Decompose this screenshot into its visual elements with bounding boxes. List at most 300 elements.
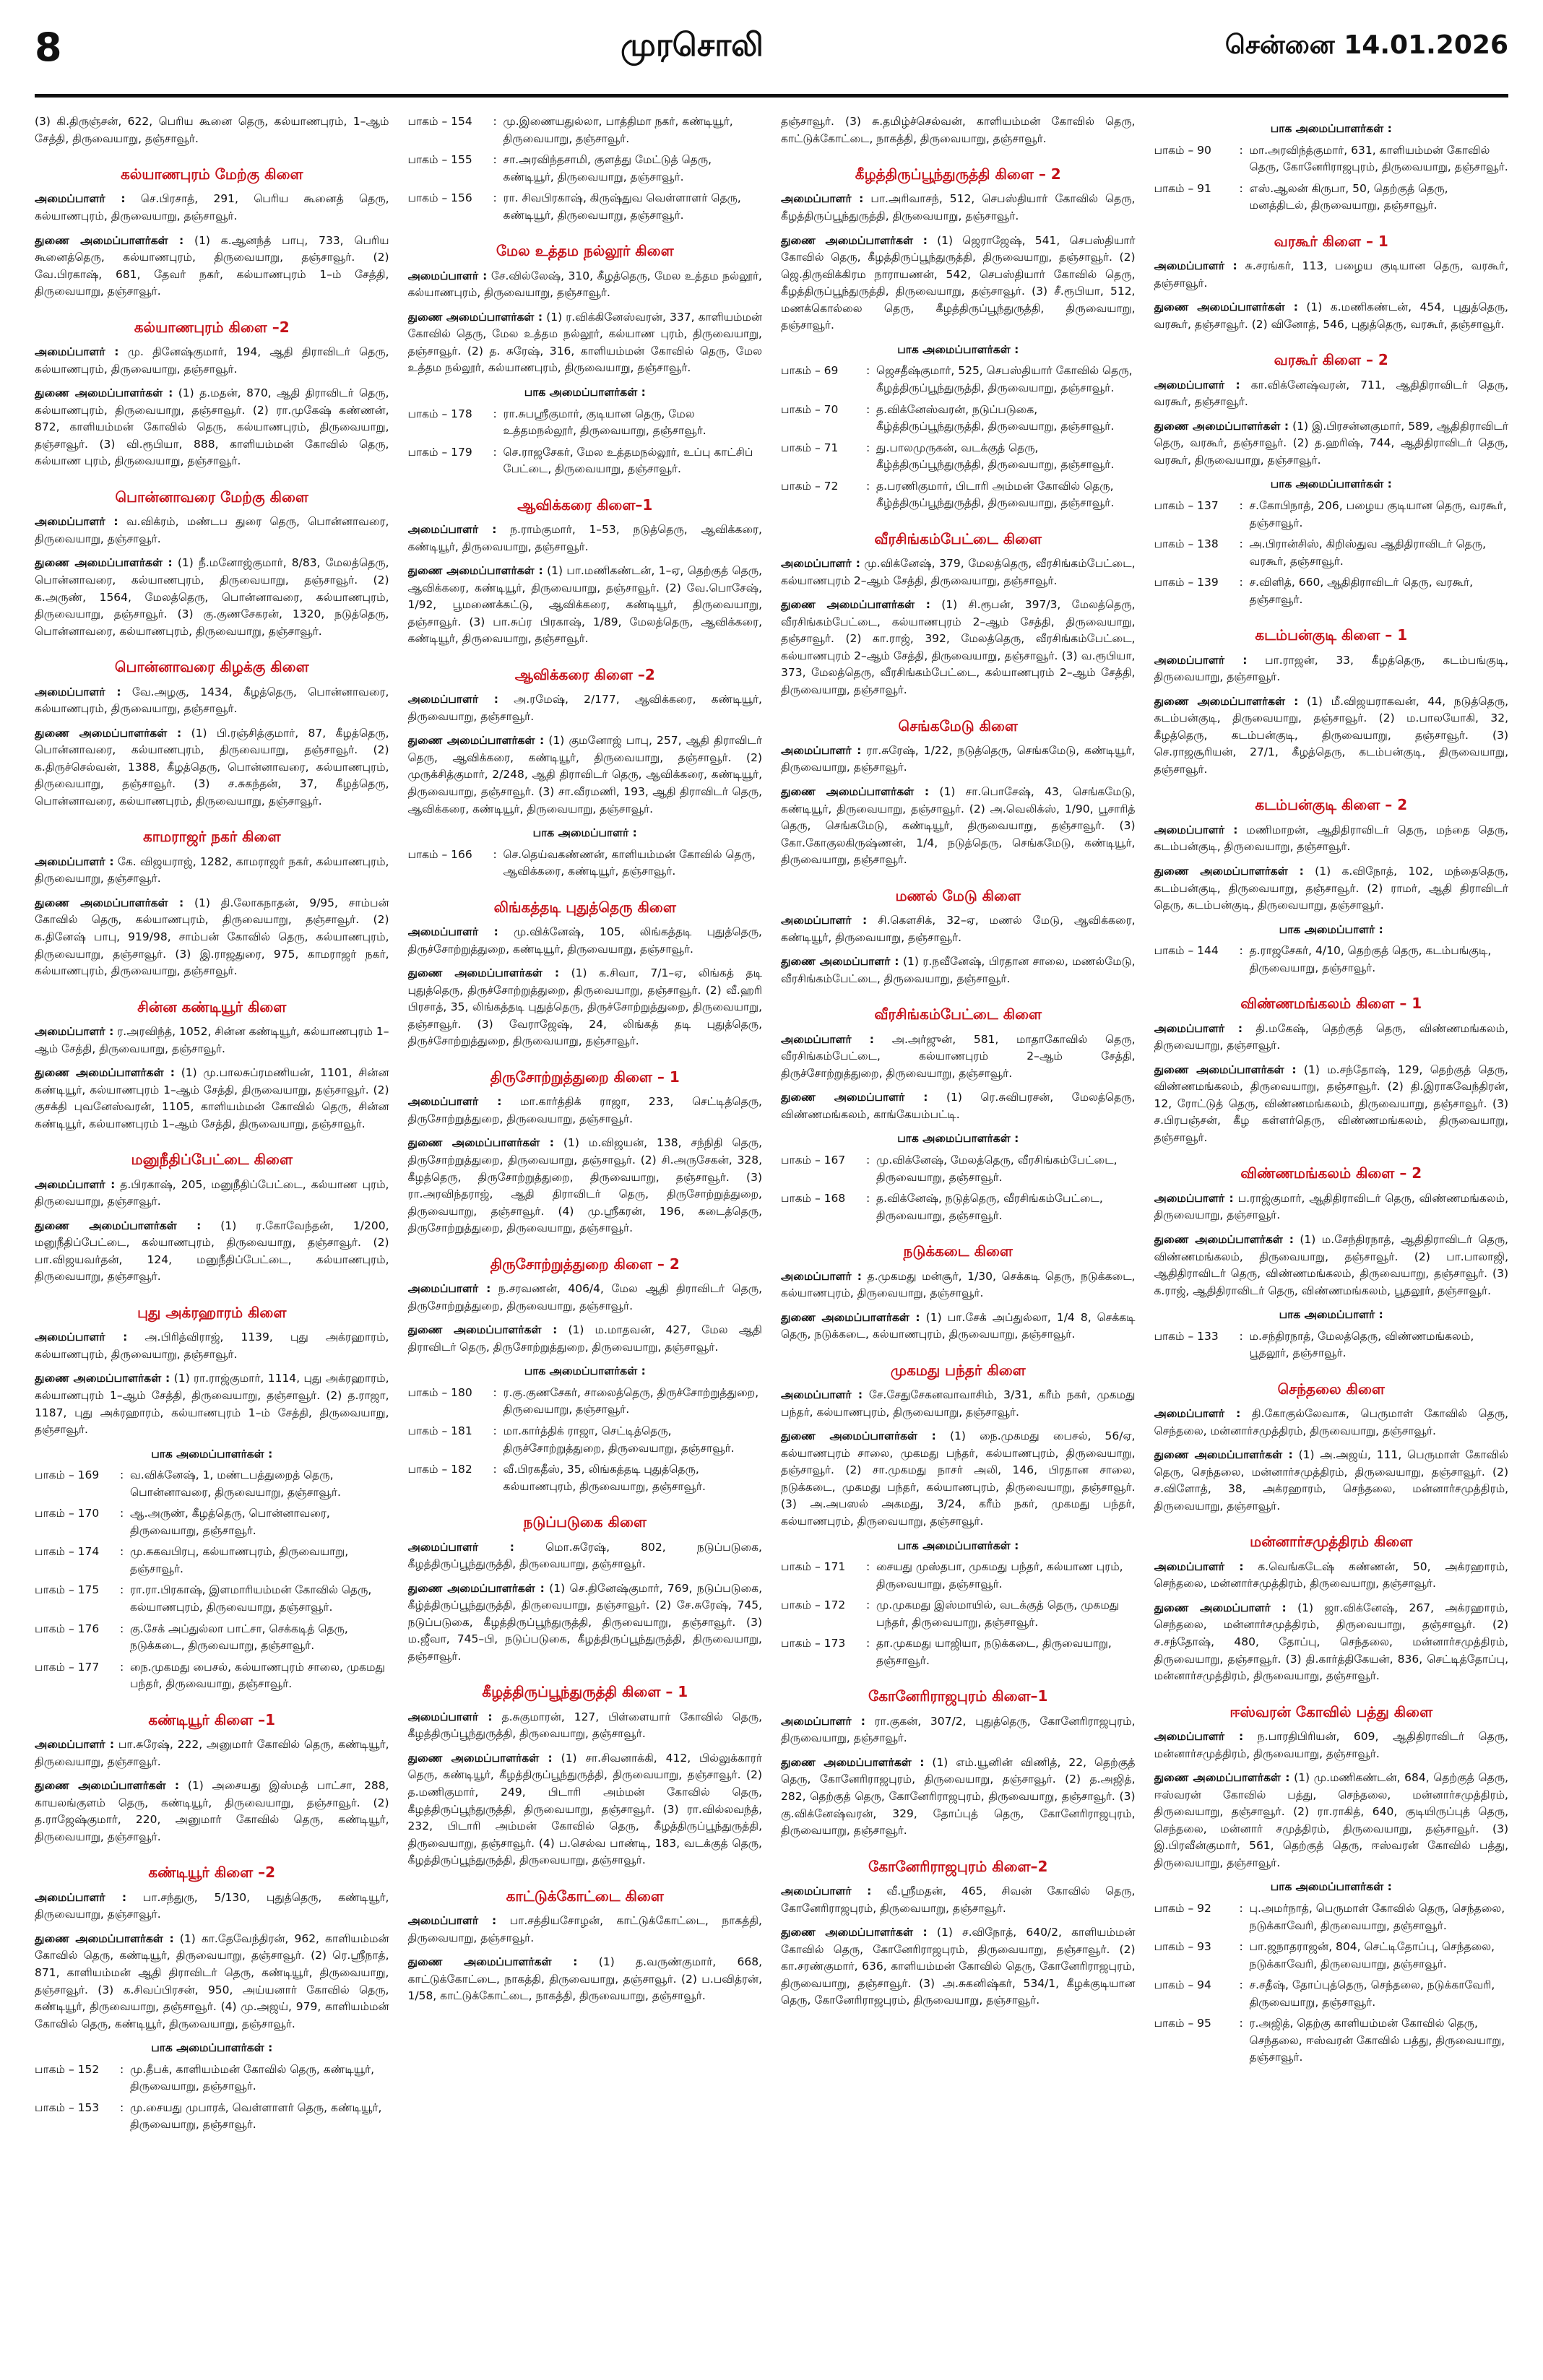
officer-details: தி.மகேஷ், தெற்குத் தெரு, விண்ணமங்கலம், திருவையாறு, தஞ்சாவூர். [1154, 1021, 1508, 1052]
officer-details: செ.பிரசாத், 291, பெரிய கூனைத் தெரு, கல்யாணபுரம், திருவையாறு, தஞ்சாவூர். [35, 192, 389, 223]
ward-separator: : [1239, 944, 1243, 958]
article-columns [35, 98, 1508, 2367]
ward-row [1154, 1900, 1509, 1934]
officer-entry [1154, 1021, 1509, 1055]
officer-role: அமைப்பாளர் : [407, 1914, 497, 1928]
officer-details: (1) ம.விஜயன், 138, சந்நிதி தெரு, திருசோற்றுத்துறை, திருவையாறு, தஞ்சாவூர். (2) சி.அருசேகன், 328, கீழத்தெரு, திருசோற்றுத்துறை, திருவையாறு, தஞ்சாவூர். (3) ரா.அரவிந்தராஜ், ஆதி திராவிடர் தெரு, திருசோற்றுத்துறை, திருவையாறு, தஞ்சாவூர். (4) மு.ஸ்ரீகரன், 196, கடைத்தெரு, திருசோற்றுத்துறை, திருவையாறு, தஞ்சாவூர். [407, 1136, 762, 1235]
ward-number: பாகம் – 139 [1154, 576, 1219, 589]
officer-role: அமைப்பாளர் : [35, 1025, 114, 1039]
officer-entry [35, 725, 389, 810]
ward-row [1154, 142, 1509, 176]
ward-officer: ச.கோபிநாத், 206, பழைய குடியான தெரு, வரகூர், தஞ்சாவூர். [1249, 498, 1507, 529]
branch-block [408, 1885, 763, 2005]
officer-details: ர.அரவிந்த், 1052, சின்ன கண்டியூர், கல்யாணபுரம் 1–ஆம் சேத்தி, திருவையாறு, தஞ்சாவூர். [35, 1025, 389, 1055]
ward-officer: மு.சையது முபாரக், வெள்ளாளர் தெரு, கண்டியூர், திருவையாறு, தஞ்சாவூர். [130, 2100, 382, 2132]
ward-officer: வ.விக்னேஷ், 1, மண்டபத்துறைத் தெரு, பொன்னாவரை, திருவையாறு, தஞ்சாவூர். [130, 1468, 341, 1499]
officer-role: துணை அமைப்பாளர்கள் : [1154, 1063, 1297, 1076]
officer-entry [35, 1065, 389, 1133]
officer-entry [1154, 377, 1509, 411]
ward-heading: பாக அமைப்பாளர்கள் : [897, 1539, 1019, 1552]
officer-role: அமைப்பாளர் : [35, 685, 121, 698]
branch-title: வரகூர் கிளை – 2 [1274, 351, 1388, 369]
officer-entry [1154, 1770, 1509, 1871]
branch-block [1154, 624, 1509, 778]
branch-block [1154, 1531, 1509, 1684]
ward-officer: த.ராஜசேகர், 4/10, தெற்குத் தெரு, கடம்பங்குடி, திருவையாறு, தஞ்சாவூர். [1249, 944, 1492, 974]
officer-details: ப.ராஜ்குமார், ஆதிதிராவிடர் தெரு, விண்ணமங்கலம், திருவையாறு, தஞ்சாவூர். [1154, 1191, 1508, 1222]
ward-row [1154, 574, 1509, 608]
officer-role: துணை அமைப்பாளர்கள் : [407, 1751, 553, 1765]
branch-block [1154, 794, 1509, 977]
branch-title: கீழத்திருப்பூந்துருத்தி கிளை – 2 [855, 165, 1061, 183]
officer-details: (1) குமனோஜ் பாபு, 257, ஆதி திராவிடர் தெரு, ஆவிக்கரை, கண்டியூர், திருவையாறு, தஞ்சாவூர். (2) முருக்சித்குமார், 2/248, ஆதி திராவிடர் தெரு, ஆவிக்கரை, கண்டியூர், திருவையாறு, தஞ்சாவூர். (3) சா.வீரமணி, 193, ஆதி திராவிடர் தெரு, ஆவிக்கரை, கண்டியூர், திருவையாறு, தஞ்சாவூர். [407, 734, 762, 815]
branch-block [408, 1253, 763, 1495]
ward-row [35, 1467, 389, 1501]
officer-entry [35, 191, 389, 225]
officer-role: துணை அமைப்பாளர்கள் : [35, 1066, 175, 1080]
officer-entry [408, 1580, 763, 1666]
officer-details: (1) க.சிவா, 7/1–ஏ, லிங்கத் தடி புதுத்தெரு, திருச்சோற்றுத்துறை, திருவையாறு, தஞ்சாவூர். (2) வீ.ஹரி பிரசாத், 35, லிங்கத்தடி புதுத்தெரு, திருச்சோற்றுத்துறை, திருவையாறு, தஞ்சாவூர். (3) வேராஜேஷ், 24, லிங்கத் தடி புதுத்தெரு, திருச்சோற்றுத்துறை, திருவையாறு, தஞ்சாவூர். [407, 966, 762, 1048]
officer-role: துணை அமைப்பாளர் : [781, 955, 899, 969]
officer-entry [35, 1177, 389, 1211]
officer-details: அ.பிரித்விராஜ், 1139, புது அக்ரஹாரம், கல்யாணபுரம், திருவையாறு, தஞ்சாவூர். [35, 1330, 389, 1361]
officer-entry [408, 268, 763, 302]
officer-entry [35, 1329, 389, 1363]
officer-role: துணை அமைப்பாளர்கள் : [781, 785, 930, 799]
officer-details: சி.கௌசிக், 32–ஏ, மணல் மேடு, ஆவிக்கரை, கண்டியூர், திருவையாறு, தஞ்சாவூர். [781, 914, 1136, 944]
ward-officer: சையது முஸ்தபா, முகமது பந்தர், கல்யாண புரம், திருவையாறு, தஞ்சாவூர். [876, 1560, 1123, 1591]
officer-role: துணை அமைப்பாளர்கள் : [35, 726, 182, 740]
ward-heading: பாக அமைப்பாளர்கள் : [897, 1132, 1019, 1146]
officer-role: துணை அமைப்பாளர்கள் : [407, 1323, 558, 1337]
branch-title: கல்யாணபுரம் கிளை –2 [134, 318, 290, 336]
branch-title: கோனேரிராஜபுரம் கிளை–1 [868, 1687, 1048, 1705]
officer-entry [781, 1310, 1136, 1343]
officer-entry [35, 555, 389, 640]
officer-entry [1154, 1190, 1509, 1224]
officer-entry [35, 385, 389, 470]
officer-entry [781, 1924, 1136, 2009]
ward-officer: மு.சுகவபிரபு, கல்யாணபுரம், திருவையாறு, தஞ்சாவூர். [130, 1545, 349, 1575]
ward-officer: மா.கார்த்திக் ராஜா, செட்டித்தெரு, திருச்சோற்றுத்துறை, திருவையாறு, தஞ்சாவூர். [503, 1424, 735, 1455]
branch-block [408, 1681, 763, 1869]
ward-officer: ரா.சுபஸ்ரீகுமார், குடியான தெரு, மேல உத்தமநல்லூர், திருவையாறு, தஞ்சாவூர். [503, 407, 706, 438]
branch-title: சின்ன கண்டியூர் கிளை [137, 998, 287, 1016]
ward-officer: மா.அரவிந்த்குமார், 631, காளியம்மன் கோவில் தெரு, கோனேரிராஜபுரம், திருவையாறு, தஞ்சாவூர். [1249, 143, 1508, 174]
officer-entry [781, 597, 1136, 698]
ward-separator: : [120, 1583, 124, 1597]
officer-details: (1) ம.மாதவன், 427, மேல ஆதி திராவிடர் தெரு, திருசோற்றுத்துறை, திருவையாறு, தஞ்சாவூர். [407, 1323, 762, 1354]
officer-role: அமைப்பாளர் : [35, 1330, 128, 1344]
ward-number: பாகம் – 137 [1154, 498, 1219, 512]
branch-block [781, 113, 1136, 147]
officer-details: (1) க.மணிகண்டன், 454, புதுத்தெரு, வரகூர், தஞ்சாவூர். (2) வினோத், 546, புதுத்தெரு, வரகூர், தஞ்சாவூர். [1154, 300, 1508, 331]
ward-officer: பு.அமர்நாத், பெருமாள் கோவில் தெரு, செந்தலை, நடுக்காவேரி, திருவையாறு, தஞ்சாவூர். [1249, 1901, 1505, 1932]
officer-details: அ.ரமேஷ், 2/177, ஆவிக்கரை, கண்டியூர், திருவையாறு, தஞ்சாவூர். [407, 693, 762, 723]
officer-details: த.சுகுமாரன், 127, பிள்ளையார் கோவில் தெரு, கீழத்திருப்பூந்துருத்தி, திருவையாறு, தஞ்சாவூர். [407, 1710, 762, 1741]
ward-number: பாகம் – 180 [407, 1385, 472, 1399]
officer-details: அ.அர்ஜுன், 581, மாதாகோவில் தெரு, வீரசிங்கம்பேட்டை, கல்யாணபுரம் 2–ஆம் சேத்தி, திருச்சோற்றுத்துறை, திருவையாறு, தஞ்சாவூர். [781, 1032, 1136, 1080]
branch-title: கண்டியூர் கிளை –1 [148, 1710, 276, 1728]
officer-details: சே.சேதுசேகனவாவாசிம், 3/31, கரீம் நகர், முகமது பந்தர், கல்யாணபுரம், திருவையாறு, தஞ்சாவூர். [781, 1388, 1136, 1419]
officer-details: கா.விக்னேஷ்வரன், 711, ஆதிதிராவிடர் தெரு, வரகூர், தஞ்சாவூர். [1154, 378, 1508, 409]
branch-title: திருசோற்றுத்துறை கிளை – 1 [490, 1068, 680, 1086]
officer-entry [35, 1370, 389, 1438]
officer-role: அமைப்பாளர் : [35, 1738, 115, 1752]
officer-entry [35, 854, 389, 888]
ward-row [781, 440, 1136, 474]
officer-entry [1154, 863, 1509, 914]
officer-entry [1154, 1559, 1509, 1593]
branch-block [35, 826, 389, 979]
officer-role: துணை அமைப்பாளர்கள் : [781, 1926, 928, 1939]
ward-separator: : [493, 115, 497, 128]
column-1 [35, 113, 389, 2367]
officer-role: அமைப்பாளர் : [407, 1710, 493, 1723]
officer-entry [408, 965, 763, 1050]
officer-details: (1) ஜா.விக்னேஷ், 267, அக்ரஹாரம், செந்தலை, மன்னார்சமுத்திரம், திருவையாறு, தஞ்சாவூர். (2) ச.சந்தோஷ், 480, தோப்பு, செந்தலை, மன்னார்சமுத்திரம், திருவையாறு, தஞ்சாவூர். (3) தி.கார்த்திகேயன், 836, செட்டித்தோப்பு, மன்னார்சமுத்திரம், திருவையாறு, தஞ்சாவூர். [1154, 1601, 1508, 1683]
officer-details: (1) சா.பொசேஷ், 43, செங்கமேடு, கண்டியூர், திருவையாறு, தஞ்சாவூர். (2) அ.வெலிக்ஸ், 1/90, பூசாரித் தெரு, செங்கமேடு, கண்டியூர், திருவையாறு, தஞ்சாவூர். (3) கோ.கோகுலகிருஷ்ணன், 1/4, நடுத்தெரு, செங்கமேடு, கண்டியூர், திருவையாறு, தஞ்சாவூர். [781, 785, 1136, 867]
ward-separator: : [120, 1622, 124, 1635]
ward-number: பாகம் – 173 [781, 1637, 846, 1650]
masthead [35, 0, 1508, 98]
officer-role: துணை அமைப்பாளர்கள் : [1154, 864, 1304, 878]
ward-officer: த.பரணிகுமார், பிடாரி அம்மன் கோவில் தெரு, கீழ்த்திருப்பூந்துருத்தி, திருவையாறு, தஞ்சாவூர். [876, 479, 1115, 510]
ward-separator: : [493, 407, 497, 420]
officer-role: துணை அமைப்பாளர்கள் : [35, 1931, 174, 1945]
branch-block [408, 494, 763, 648]
ward-row [1154, 943, 1509, 977]
officer-details: (1) ர.கோவேந்தன், 1/200, மனுநீதிப்பேட்டை, கல்யாணபுரம், திருவையாறு, தஞ்சாவூர். (2) பா.விஜயவர்தன், 124, மனுநீதிப்பேட்டை, கல்யாணபுரம், திருவையாறு, தஞ்சாவூர். [35, 1219, 389, 1284]
officer-role: அமைப்பாளர் : [35, 345, 119, 359]
ward-separator: : [866, 441, 870, 454]
officer-entry [1154, 299, 1509, 333]
ward-officer: த.விக்னேஷ், நடுத்தெரு, வீரசிங்கம்பேட்டை, திருவையாறு, தஞ்சாவூர். [876, 1192, 1103, 1222]
officer-details: (1) த.வருண்குமார், 668, காட்டுக்கோட்டை, நாகத்தி, திருவையாறு, தஞ்சாவூர். (2) ப.பவித்ரன், 1/58, காட்டுக்கோட்டை, நாகத்தி, திருவையாறு, தஞ்சாவூர். [407, 1955, 762, 2003]
officer-role: துணை அமைப்பாளர் : [781, 1091, 928, 1104]
ward-separator: : [1239, 1329, 1243, 1343]
branch-title: நடுப்படுகை கிளை [523, 1513, 647, 1531]
ward-separator: : [866, 479, 870, 493]
ward-number: பாகம் – 152 [35, 2062, 100, 2076]
officer-role: அமைப்பாளர் : [407, 925, 498, 939]
continued-text: (3) கி.திருஞ்சன், 622, பெரிய கூனை தெரு, கல்யாணபுரம், 1–ஆம் சேத்தி, திருவையாறு, தஞ்சாவூர். [35, 115, 389, 145]
officer-role: துணை அமைப்பாளர்கள் : [407, 1955, 578, 1969]
officer-entry [781, 1754, 1136, 1840]
branch-title: கல்யாணபுரம் மேற்கு கிளை [120, 165, 303, 183]
officer-entry [408, 1094, 763, 1128]
ward-row [35, 1544, 389, 1578]
officer-role: அமைப்பாளர் : [781, 1388, 863, 1402]
officer-details: மு. தினேஷ்குமார், 194, ஆதி திராவிடர் தெரு, கல்யாணபுரம், திருவையாறு, தஞ்சாவூர். [35, 345, 389, 376]
officer-role: துணை அமைப்பாளர்கள் : [1154, 300, 1298, 314]
officer-entry [408, 924, 763, 958]
ward-row [781, 1635, 1136, 1669]
ward-officer: ஜெசதீஷ்குமார், 525, செபஸ்தியார் கோவில் தெரு, கீழத்திருப்பூந்துருத்தி, திருவையாறு, தஞ்சாவூர். [876, 364, 1133, 394]
officer-entry [1154, 652, 1509, 686]
page-number: 8 [35, 24, 62, 70]
ward-row [408, 847, 763, 880]
ward-number: பாகம் – 95 [1154, 2017, 1211, 2030]
branch-block [781, 1685, 1136, 1839]
officer-details: (1) ரெ.சுவிபரசன், மேலத்தெரு, விண்ணமங்கலம், காங்கேயம்பட்டி. [781, 1091, 1136, 1121]
officer-role: துணை அமைப்பாளர்கள் : [35, 896, 184, 909]
branch-block [35, 1709, 389, 1846]
branch-title: வீரசிங்கம்பேட்டை கிளை [874, 529, 1042, 548]
ward-row [408, 444, 763, 478]
ward-separator: : [493, 191, 497, 205]
officer-role: துணை அமைப்பாளர்கள் : [1154, 1771, 1290, 1785]
ward-heading: பாக அமைப்பாளர்கள் : [524, 385, 646, 399]
ward-number: பாகம் – 167 [781, 1154, 846, 1167]
officer-entry [408, 1322, 763, 1356]
branch-block [1154, 349, 1509, 608]
ward-separator: : [1239, 1940, 1243, 1954]
officer-details: (1) மு.பாலசுப்ரமணியன், 1101, சின்ன கண்டியூர், கல்யாணபுரம் 1–ஆம் சேத்தி, திருவையாறு, தஞ்சாவூர். (2) குசக்தி புவனேஸ்வரன், 1105, காளியம்மன் கோவில் தெரு, சின்ன கண்டியூர், கல்யாணபுரம் 1–ஆம் சேத்தி, திருவையாறு, தஞ்சாவூர். [35, 1066, 389, 1130]
officer-role: அமைப்பாளர் : [35, 1177, 116, 1191]
officer-details: க.வெங்கடேஷ் கண்ணன், 50, அக்ரஹாரம், செந்தலை, மன்னார்சமுத்திரம், திருவையாறு, தஞ்சாவூர். [1154, 1559, 1508, 1591]
branch-title: முகமது பந்தர் கிளை [890, 1361, 1026, 1379]
officer-entry [408, 1281, 763, 1315]
officer-role: அமைப்பாளர் : [1154, 1191, 1234, 1205]
officer-role: அமைப்பாளர் : [781, 914, 868, 927]
officer-entry [35, 344, 389, 378]
officer-details: (1) பி.ரஞ்சித்குமார், 87, கீழத்தெரு, பொன்னாவரை, கல்யாணபுரம், திருவையாறு, தஞ்சாவூர். (2) க.திருச்செல்வன், 1388, கீழத்தெரு, பொன்னாவரை, கல்யாணபுரம், திருவையாறு, தஞ்சாவூர். (3) ச.சுகந்தன், 37, கீழத்தெரு, பொன்னாவரை, கல்யாணபுரம், திருவையாறு, தஞ்சாவூர். [35, 726, 389, 808]
ward-row [781, 478, 1136, 512]
ward-officer: பா.ஜநாதராஜன், 804, செட்டிதோப்பு, செந்தலை, நடுக்காவேரி, திருவையாறு, தஞ்சாவூர். [1249, 1940, 1495, 1970]
ward-row [35, 1582, 389, 1616]
officer-role: துணை அமைப்பாளர்கள் : [35, 556, 173, 570]
ward-separator: : [120, 1507, 124, 1520]
officer-entry [1154, 822, 1509, 856]
branch-title: ஈஸ்வரன் கோவில் பத்து கிளை [1229, 1702, 1433, 1721]
ward-row [781, 402, 1136, 436]
officer-entry [781, 1268, 1136, 1302]
branch-block [781, 1359, 1136, 1670]
officer-entry [1154, 1728, 1509, 1762]
officer-details: (1) நீ.மனோஜ்குமார், 8/83, மேலத்தெரு, பொன்னாவரை, கல்யாணபுரம், திருவையாறு, தஞ்சாவூர். (2) க.அருண், 1564, மேலத்தெரு, பொன்னாவரை, கல்யாணபுரம், திருவையாறு, தஞ்சாவூர். (3) கு.குணசேகரன், 1320, நடுத்தெரு, பொன்னாவரை, கல்யாணபுரம், திருவையாறு, தஞ்சாவூர். [35, 556, 389, 638]
branch-title: விண்ணமங்கலம் கிளை – 2 [1240, 1164, 1422, 1182]
officer-entry [781, 912, 1136, 946]
ward-separator: : [493, 153, 497, 167]
officer-role: அமைப்பாளர் : [781, 1714, 865, 1728]
branch-block [1154, 121, 1509, 215]
ward-number: பாகம் – 94 [1154, 1978, 1211, 1992]
ward-number: பாகம் – 153 [35, 2100, 100, 2114]
ward-number: பாகம் – 155 [407, 153, 472, 167]
officer-details: தி.கோகுல்லேவாசு, பெருமாள் கோவில் தெரு, செந்தலை, மன்னார்சமுத்திரம், திருவையாறு, தஞ்சாவூர். [1154, 1407, 1508, 1437]
officer-entry [35, 1931, 389, 2033]
ward-row [408, 1385, 763, 1419]
officer-entry [35, 895, 389, 980]
branch-block [408, 240, 763, 477]
officer-entry [1154, 1062, 1509, 1147]
ward-separator: : [866, 1598, 870, 1612]
ward-officer: சா.அரவிந்தசாமி, குளத்து மேட்டுத் தெரு, கண்டியூர், திருவையாறு, தஞ்சாவூர். [503, 153, 712, 183]
officer-role: அமைப்பாளர் : [1154, 1407, 1241, 1421]
branch-title: வீரசிங்கம்பேட்டை கிளை [874, 1005, 1042, 1024]
ward-number: பாகம் – 92 [1154, 1901, 1211, 1915]
officer-details: மொ.சுரேஷ், 802, நடுப்படுகை, கீழத்திருப்பூந்துருத்தி, திருவையாறு, தஞ்சாவூர். [407, 1540, 762, 1571]
officer-role: அமைப்பாளர் : [407, 523, 497, 537]
ward-row [35, 2061, 389, 2095]
ward-heading: பாக அமைப்பாளர்கள் : [1270, 477, 1392, 491]
officer-role: அமைப்பாளர் : [407, 1540, 514, 1554]
officer-entry [408, 1709, 763, 1743]
officer-details: ரா.குகன், 307/2, புதுத்தெரு, கோனேரிராஜபுரம், திருவையாறு, தஞ்சாவூர். [781, 1714, 1136, 1745]
branch-title: கண்டியூர் கிளை –2 [148, 1864, 276, 1882]
officer-details: மு.விக்னேஷ், 105, லிங்கத்தடி புதுத்தெரு, திருச்சோற்றுத்துறை, கண்டியூர், திருவையாறு, தஞ்சாவூர். [407, 925, 762, 956]
ward-number: பாகம் – 169 [35, 1468, 100, 1482]
officer-entry [408, 522, 763, 555]
officer-entry [781, 191, 1136, 225]
officer-entry [1154, 1406, 1509, 1440]
ward-number: பாகம் – 69 [781, 364, 839, 378]
branch-block [35, 1148, 389, 1286]
branch-block [781, 885, 1136, 988]
branch-block [781, 528, 1136, 699]
officer-entry [1154, 418, 1509, 469]
branch-block [408, 664, 763, 880]
officer-role: துணை அமைப்பாளர்கள் : [1154, 1448, 1293, 1462]
ward-row [408, 1461, 763, 1495]
officer-entry [781, 784, 1136, 869]
officer-details: பா.அரிவாசந், 512, செபஸ்தியார் கோவில் தெரு, கீழத்திருப்பூந்துருத்தி, திருவையாறு, தஞ்சாவூர். [781, 192, 1136, 223]
officer-details: வே.அழகு, 1434, கீழத்தெரு, பொன்னாவரை, கல்யாணபுரம், திருவையாறு, தஞ்சாவூர். [35, 685, 389, 716]
branch-title: விண்ணமங்கலம் கிளை – 1 [1240, 995, 1422, 1013]
ward-number: பாகம் – 177 [35, 1660, 100, 1674]
officer-entry [35, 1218, 389, 1286]
officer-entry [408, 1750, 763, 1869]
officer-details: (1) சி.ரூபன், 397/3, மேலத்தெரு, வீரசிங்கம்பேட்டை, கல்யாணபுரம் 2–ஆம் சேத்தி, திருவையாறு, தஞ்சாவூர். (2) கா.ராஜ், 392, மேலத்தெரு, வீரசிங்கம்பேட்டை, கல்யாணபுரம் 2–ஆம் சேத்தி, திருவையாறு, தஞ்சாவூர். (3) வ.ரூபியா, 373, மேலத்தெரு, வீரசிங்கம்பேட்டை, கல்யாணபுரம் 2–ஆம் சேத்தி, திருவையாறு, தஞ்சாவூர். [781, 598, 1136, 696]
officer-entry [781, 1089, 1136, 1123]
officer-details: மு.விக்னேஷ், 379, மேலத்தெரு, வீரசிங்கம்பேட்டை, கல்யாணபுரம் 2–ஆம் சேத்தி, திருவையாறு, தஞ்சாவூர். [781, 557, 1136, 587]
ward-officer: த.விக்னேஸ்வரன், நடுப்படுகை, கீழ்த்திருப்பூந்துருத்தி, திருவையாறு, தஞ்சாவூர். [876, 402, 1115, 433]
ward-officer: மு.இணையதுல்லா, பாத்திமா நகர், கண்டியூர், திருவையாறு, தஞ்சாவூர். [503, 115, 733, 145]
officer-role: அமைப்பாளர் : [1154, 1730, 1244, 1744]
ward-number: பாகம் – 172 [781, 1598, 846, 1612]
column-2 [408, 113, 763, 2367]
ward-row [408, 1423, 763, 1457]
officer-details: ந.பாரதிபிரியன், 609, ஆதிதிராவிடர் தெரு, மன்னார்சமுத்திரம், திருவையாறு, தஞ்சாவூர். [1154, 1730, 1508, 1760]
continued-text: தஞ்சாவூர். (3) சு.தமிழ்ச்செல்வன், காளியம்மன் கோவில் தெரு, காட்டுக்கோட்டை, நாகத்தி, திருவையாறு, தஞ்சாவூர். [781, 115, 1136, 145]
officer-role: அமைப்பாளர் : [781, 557, 860, 571]
officer-details: மணிமாறன், ஆதிதிராவிடர் தெரு, மந்தை தெரு, கடம்பன்குடி, திருவையாறு, தஞ்சாவூர். [1154, 823, 1508, 854]
branch-block [35, 486, 389, 640]
officer-entry [35, 684, 389, 718]
ward-officer: ம.சந்திரநாத், மேலத்தெரு, விண்ணமங்கலம், பூதலூர், தஞ்சாவூர். [1249, 1329, 1474, 1360]
ward-officer: கு.சேக் அப்துல்லா பாட்சா, செக்கடித் தெரு, நடுக்கடை, திருவையாறு, தஞ்சாவூர். [130, 1622, 348, 1653]
officer-entry [1154, 1232, 1509, 1299]
ward-officer: நை.முகமது பைசல், கல்யாணபுரம் சாலை, முகமது பந்தர், திருவையாறு, தஞ்சாவூர். [130, 1660, 385, 1691]
ward-separator: : [1239, 143, 1243, 157]
ward-separator: : [866, 364, 870, 378]
ward-officer: செ.ராஜசேகர், மேல உத்தமநல்லூர், உப்பு காட்சிப் பேட்டை, திருவையாறு, தஞ்சாவூர். [503, 445, 753, 476]
officer-entry [781, 1387, 1136, 1421]
ward-heading: பாக அமைப்பாளர்கள் : [1270, 1880, 1392, 1894]
ward-number: பாகம் – 181 [407, 1424, 472, 1437]
ward-row [408, 113, 763, 147]
ward-officer: ச.விளித், 660, ஆதிதிராவிடர் தெரு, வரகூர், தஞ்சாவூர். [1249, 576, 1474, 606]
ward-number: பாகம் – 174 [35, 1545, 100, 1559]
officer-role: துணை அமைப்பாளர்கள் : [407, 734, 545, 748]
ward-heading: பாக அமைப்பாளர்கள் : [524, 1364, 646, 1378]
officer-entry [781, 743, 1136, 776]
branch-block [781, 1003, 1136, 1224]
ward-row [781, 1559, 1136, 1593]
officer-role: துணை அமைப்பாளர்கள் : [1154, 419, 1289, 433]
branch-title: திருசோற்றுத்துறை கிளை – 2 [490, 1255, 680, 1273]
officer-role: துணை அமைப்பாளர்கள் : [407, 310, 543, 324]
officer-details: (1) மீ.விஜயராகவன், 44, நடுத்தெரு, கடம்பன்குடி, திருவையாறு, தஞ்சாவூர். (2) ம.பாலயோகி, 32, கீழத்தெரு, கடம்பன்குடி, திருவையாறு, தஞ்சாவூர். (3) செ.ராஜசூரியன், 27/1, கீழத்தெரு, கடம்பன்குடி, திருவையாறு, தஞ்சாவூர். [1154, 694, 1508, 776]
column-4 [1154, 113, 1509, 2367]
ward-heading: பாக அமைப்பாளர் : [1279, 1308, 1383, 1322]
branch-block [1154, 1701, 1509, 2067]
branch-title: ஆவிக்கரை கிளை–1 [517, 496, 653, 514]
ward-row [1154, 498, 1509, 532]
officer-details: (1) ர.நவீனேஷ், பிரதான சாலை, மணல்மேடு, வீரசிங்கம்பேட்டை, திருவையாறு, தஞ்சாவூர். [781, 955, 1136, 985]
officer-role: துணை அமைப்பாளர்கள் : [407, 564, 543, 578]
ward-separator: : [866, 1192, 870, 1206]
ward-separator: : [866, 1637, 870, 1650]
officer-entry [35, 1778, 389, 1845]
ward-separator: : [493, 1385, 497, 1399]
ward-row [781, 1190, 1136, 1224]
ward-row [1154, 181, 1509, 215]
branch-title: நடுக்கடை கிளை [903, 1242, 1013, 1260]
ward-number: பாகம் – 90 [1154, 143, 1211, 157]
ward-separator: : [120, 1468, 124, 1482]
branch-title: காமராஜர் நகர் கிளை [142, 828, 281, 846]
ward-heading: பாக அமைப்பாளர் : [532, 826, 637, 840]
ward-number: பாகம் – 144 [1154, 944, 1219, 958]
officer-entry [408, 1913, 763, 1947]
officer-role: துணை அமைப்பாளர்கள் : [407, 1581, 545, 1595]
officer-role: துணை அமைப்பாளர்கள் : [1154, 1232, 1294, 1246]
ward-number: பாகம் – 156 [407, 191, 472, 205]
newspaper-title: முரசொலி [621, 26, 764, 64]
officer-role: அமைப்பாளர் : [35, 192, 126, 206]
ward-separator: : [866, 402, 870, 416]
officer-details: (1) அ.அஜய், 111, பெருமாள் கோவில் தெரு, செந்தலை, மன்னார்சமுத்திரம், திருவையாறு, தஞ்சாவூர். (2) ச.விளோத், 38, அக்ரஹாரம், செந்தலை, மன்னார்சமுத்திரம், திருவையாறு, தஞ்சாவூர். [1154, 1448, 1508, 1513]
branch-block [408, 1511, 763, 1665]
ward-separator: : [1239, 1978, 1243, 1992]
ward-separator: : [1239, 1901, 1243, 1915]
officer-entry [35, 233, 389, 300]
ward-number: பாகம் – 133 [1154, 1329, 1219, 1343]
ward-row [1154, 1328, 1509, 1362]
ward-heading: பாக அமைப்பாளர்கள் : [151, 1447, 273, 1461]
ward-officer: தா.முகமது யாஜியா, நடுக்கடை, திருவையாறு, தஞ்சாவூர். [876, 1637, 1112, 1667]
branch-block [35, 1302, 389, 1693]
officer-role: அமைப்பாளர் : [781, 1269, 862, 1283]
officer-details: (1) கா.தேவேந்திரன், 962, காளியம்மன் கோவில் தெரு, கண்டியூர், திருவையாறு, தஞ்சாவூர். (2) ரெ.ஸ்ரீநாத், 871, காளியம்மன் ஆதி திராவிடர் தெரு, கண்டியூர், திருவையாறு, தஞ்சாவூர். (3) க.சிவப்பிரசன், 950, அய்யனார் கோவில் தெரு, கண்டியூர், திருவையாறு, தஞ்சாவூர். (4) மு.அஜய், 979, காளியம்மன் கோவில் தெரு, கண்டியூர், திருவையாறு, தஞ்சாவூர். [35, 1931, 389, 2030]
branch-title: மனுநீதிப்பேட்டை கிளை [131, 1151, 293, 1169]
officer-role: அமைப்பாளர் : [407, 693, 498, 706]
ward-number: பாகம் – 179 [407, 445, 472, 459]
officer-details: (1) இ.பிரசன்னகுமார், 589, ஆதிதிராவிடர் தெரு, வரகூர், தஞ்சாவூர். (2) த.ஹரிஷ், 744, ஆதிதிராவிடர் தெரு, வரகூர், திருவையாறு, தஞ்சாவூர். [1154, 419, 1508, 467]
branch-title: கீழத்திருப்பூந்துருத்தி கிளை – 1 [482, 1683, 688, 1701]
officer-details: சு.சரங்கர், 113, பழைய குடியான தெரு, வரகூர், தஞ்சாவூர். [1154, 259, 1508, 290]
officer-details: மா.கார்த்திக் ராஜா, 233, செட்டித்தெரு, திருசோற்றுத்துறை, திருவையாறு, தஞ்சாவூர். [407, 1095, 762, 1125]
branch-title: செந்தலை கிளை [1277, 1380, 1385, 1398]
ward-separator: : [866, 1560, 870, 1574]
branch-title: கடம்பன்குடி கிளை – 2 [1255, 796, 1408, 814]
officer-entry [781, 1713, 1136, 1747]
ward-heading: பாக அமைப்பாளர்கள் : [151, 2041, 273, 2055]
branch-block [35, 163, 389, 300]
officer-entry [781, 555, 1136, 589]
